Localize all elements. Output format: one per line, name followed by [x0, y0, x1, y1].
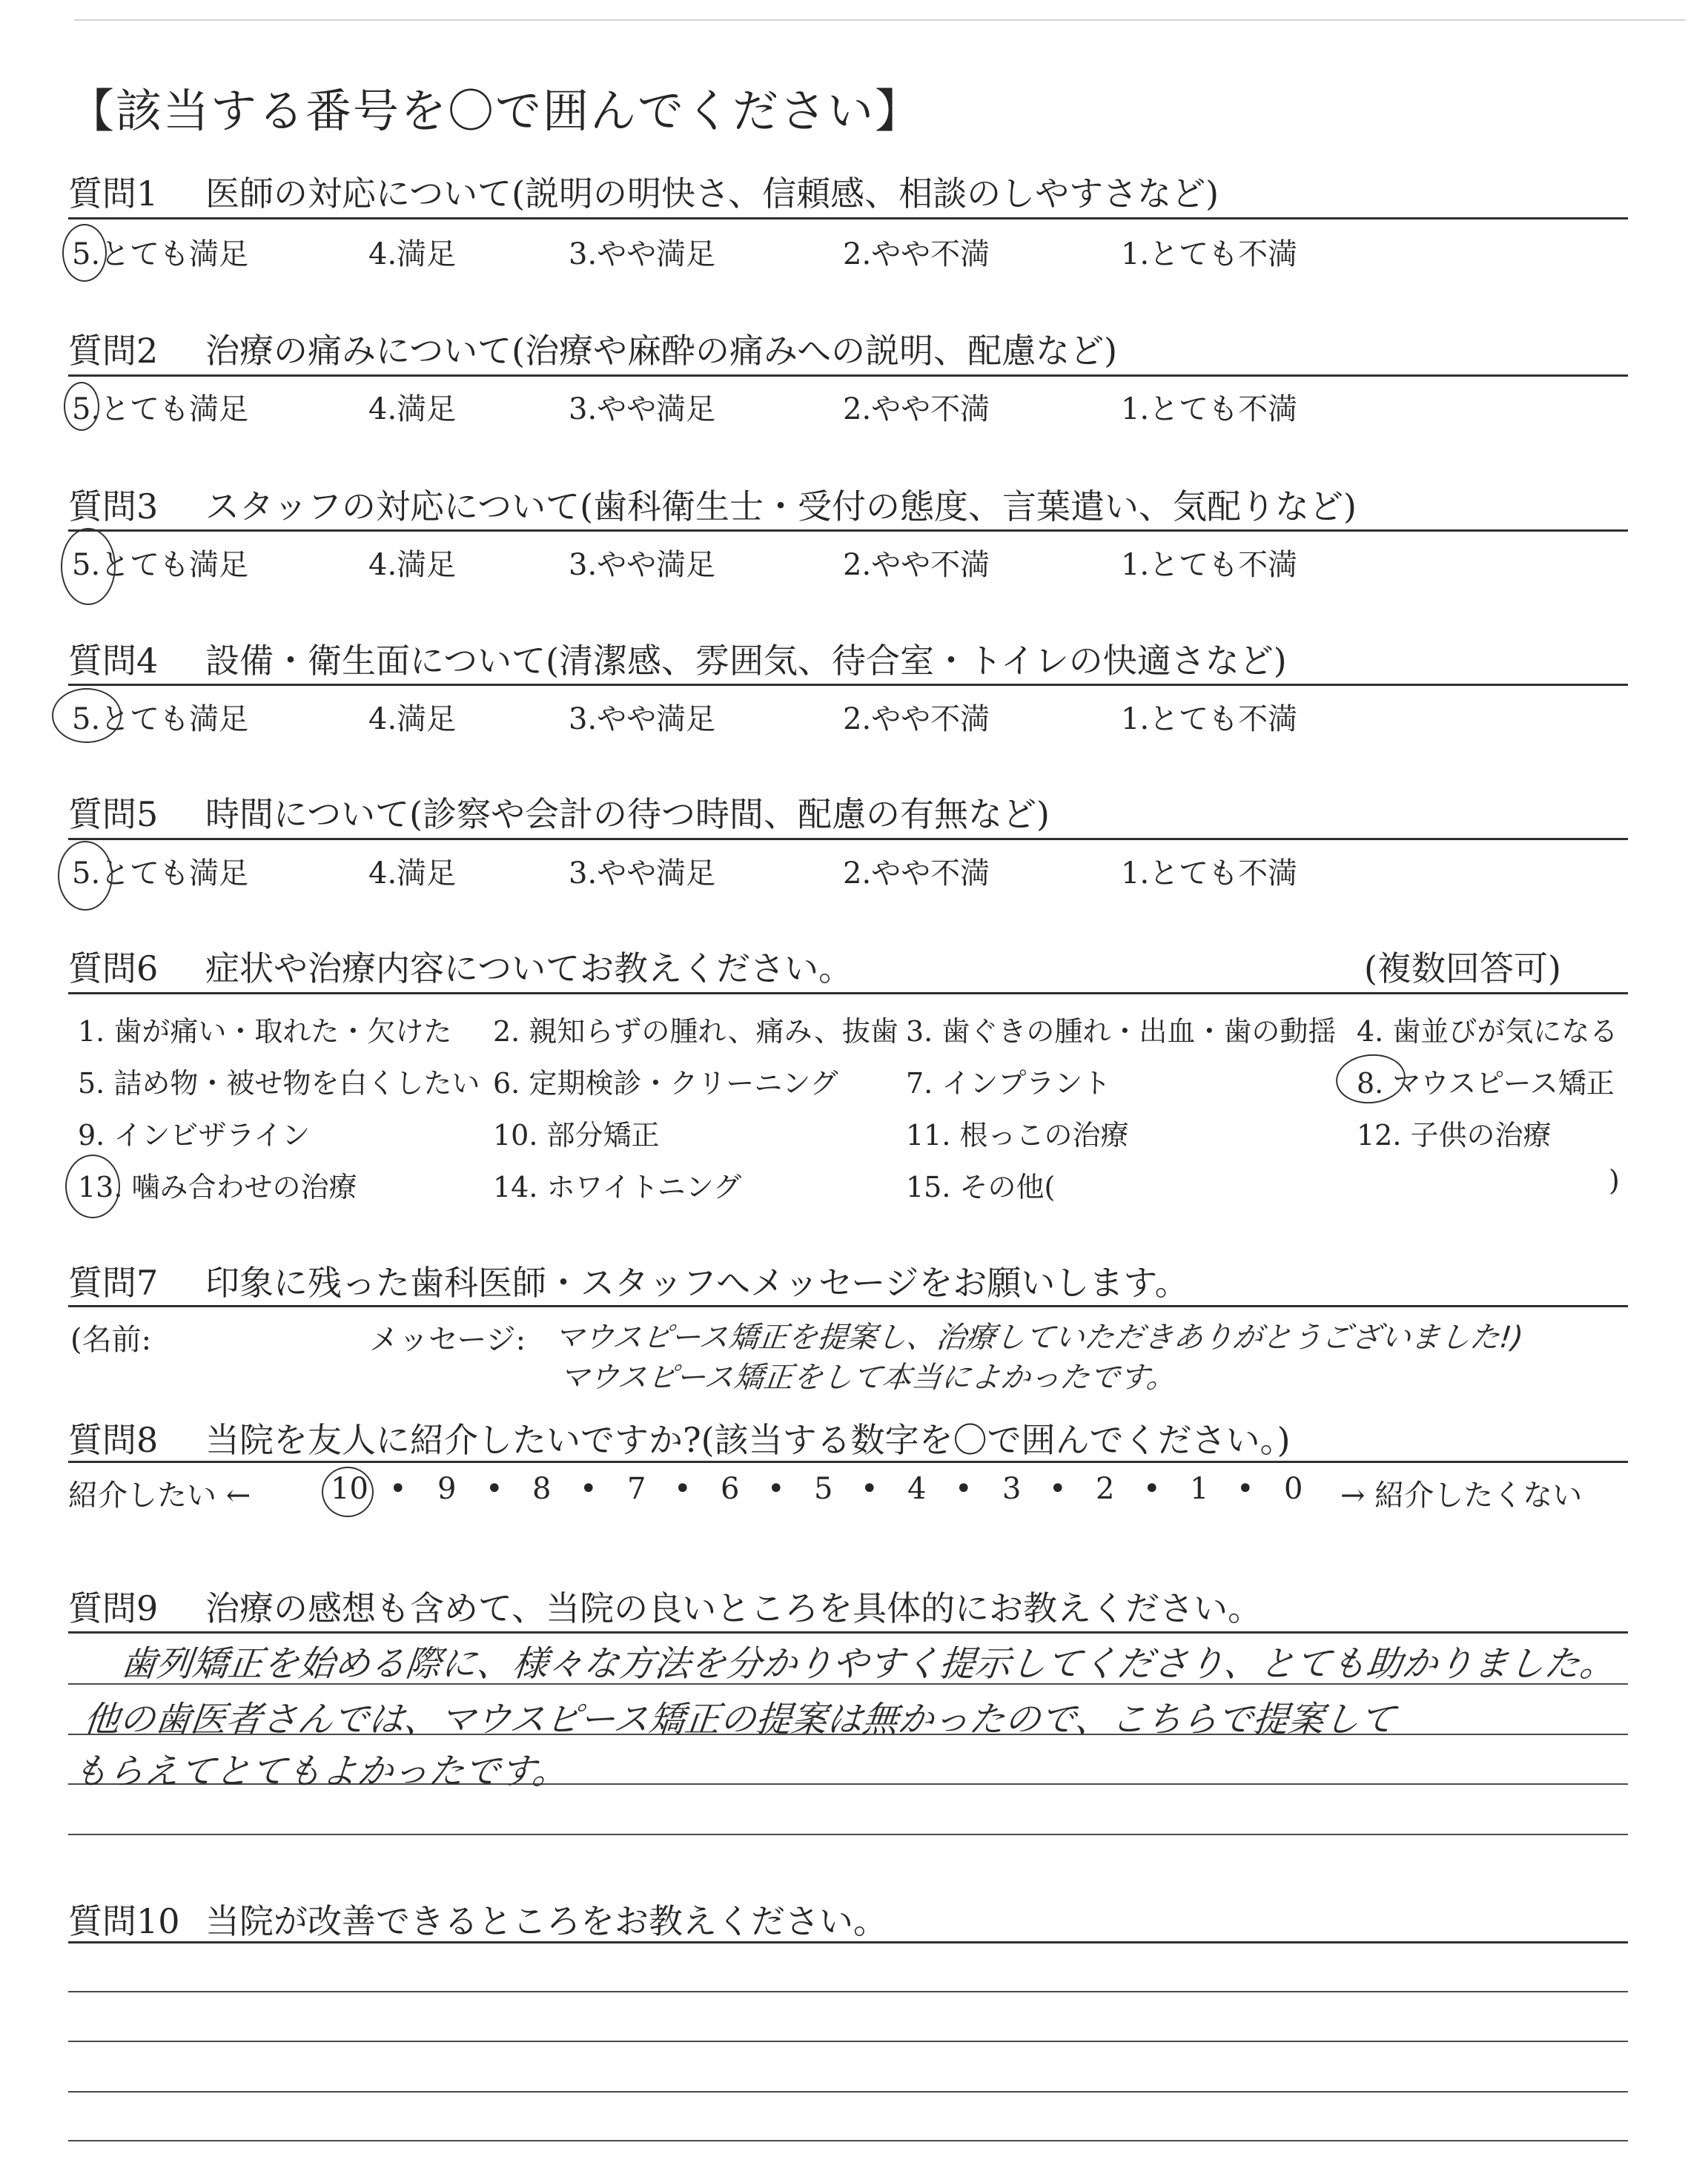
- question-5-text: 時間について(診察や会計の待つ時間、配慮の有無など): [205, 794, 1050, 834]
- question-7-text: 印象に残った歯科医師・スタッフへメッセージをお願いします。: [205, 1263, 1189, 1303]
- q8-scale-7[interactable]: 7: [627, 1472, 646, 1506]
- q4-option-1[interactable]: 1.とても不満: [1121, 702, 1298, 736]
- q6-item-13-circle: [65, 1155, 120, 1218]
- q6-item-6[interactable]: 6. 定期検診・クリーニング: [493, 1067, 838, 1100]
- question-6-note: (複数回答可): [1364, 948, 1561, 988]
- q8-scale-10[interactable]: 10: [331, 1472, 368, 1506]
- q8-selection-circle: [322, 1467, 374, 1517]
- q4-option-2[interactable]: 2.やや不満: [843, 702, 990, 736]
- q8-scale-4[interactable]: 4: [907, 1472, 927, 1506]
- question-9-label: 質問9: [68, 1588, 159, 1628]
- q6-item-3[interactable]: 3. 歯ぐきの腫れ・出血・歯の動揺: [906, 1015, 1337, 1048]
- question-10-label: 質問10: [68, 1901, 180, 1941]
- q8-separator: •: [674, 1472, 692, 1506]
- question-3-rule: [68, 529, 1628, 532]
- question-6-label: 質問6: [68, 948, 159, 988]
- q4-option-3[interactable]: 3.やや満足: [569, 702, 716, 736]
- q8-scale-2[interactable]: 2: [1096, 1472, 1115, 1506]
- question-9-text: 治療の感想も含めて、当院の良いところを具体的にお教えください。: [205, 1588, 1262, 1628]
- question-7-label: 質問7: [68, 1263, 159, 1303]
- q6-item-15[interactable]: 15. その他(: [906, 1171, 1056, 1203]
- q6-item-13[interactable]: 13. 噛み合わせの治療: [78, 1171, 357, 1203]
- q8-scale-8[interactable]: 8: [532, 1472, 552, 1506]
- q6-item-11[interactable]: 11. 根っこの治療: [906, 1119, 1129, 1152]
- q5-option-4[interactable]: 4.満足: [368, 856, 457, 891]
- question-2-heading: [68, 324, 1628, 373]
- q3-option-1[interactable]: 1.とても不満: [1121, 548, 1298, 582]
- q6-item-10[interactable]: 10. 部分矯正: [493, 1119, 660, 1152]
- question-3-heading: [68, 480, 1628, 529]
- q3-option-2[interactable]: 2.やや不満: [843, 548, 990, 582]
- question-4-label: 質問4: [68, 641, 159, 681]
- q1-option-3[interactable]: 3.やや満足: [569, 237, 716, 271]
- question-6-rule: [68, 992, 1628, 994]
- q8-separator: •: [389, 1472, 407, 1506]
- question-7-heading: [68, 1256, 1628, 1305]
- q6-item-5[interactable]: 5. 詰め物・被せ物を白くしたい: [78, 1067, 480, 1100]
- form-title: 【該当する番号を〇で囲んでください】: [68, 84, 923, 138]
- q5-option-2[interactable]: 2.やや不満: [843, 856, 990, 891]
- q8-scale-3[interactable]: 3: [1002, 1472, 1022, 1506]
- q5-selection-circle: [58, 841, 113, 911]
- question-6-text: 症状や治療内容についてお教えください。: [205, 948, 853, 988]
- q8-scale-9[interactable]: 9: [437, 1472, 457, 1506]
- q1-option-2[interactable]: 2.やや不満: [843, 237, 990, 271]
- question-1-text: 医師の対応について(説明の明快さ、信頼感、相談のしやすさなど): [205, 174, 1219, 214]
- q2-selection-circle: [64, 382, 99, 431]
- q4-selection-circle: [52, 688, 122, 743]
- q6-item-9[interactable]: 9. インビザライン: [78, 1119, 311, 1152]
- q1-option-4[interactable]: 4.満足: [368, 237, 457, 271]
- q8-separator: •: [861, 1472, 878, 1506]
- q2-option-2[interactable]: 2.やや不満: [843, 392, 990, 426]
- q4-option-4[interactable]: 4.満足: [368, 702, 457, 736]
- q8-scale-5[interactable]: 5: [814, 1472, 833, 1506]
- q8-separator: •: [1049, 1472, 1067, 1506]
- q10-answer-line: [68, 1991, 1628, 1992]
- q1-option-5[interactable]: 5.とても満足: [72, 237, 249, 271]
- question-5-heading: [68, 787, 1628, 836]
- q8-scale-6[interactable]: 6: [721, 1472, 740, 1506]
- q8-scale-0[interactable]: 0: [1284, 1472, 1303, 1506]
- q8-separator: •: [1237, 1472, 1254, 1506]
- q3-option-4[interactable]: 4.満足: [368, 548, 457, 582]
- question-7-rule: [68, 1305, 1628, 1307]
- question-9-rule: [68, 1631, 1628, 1634]
- q6-item-2[interactable]: 2. 親知らずの腫れ、痛み、抜歯: [493, 1015, 898, 1048]
- q8-right-label: → 紹介したくない: [1340, 1479, 1583, 1513]
- q9-answer-line: [68, 1834, 1628, 1835]
- q7-message-label: メッセージ:: [369, 1323, 526, 1357]
- q6-item-15-close: ): [1609, 1164, 1620, 1197]
- q8-separator: •: [767, 1472, 785, 1506]
- question-4-text: 設備・衛生面について(清潔感、雰囲気、待合室・トイレの快適さなど): [205, 641, 1287, 681]
- q10-answer-line: [68, 2091, 1628, 2093]
- q2-option-3[interactable]: 3.やや満足: [569, 392, 716, 426]
- q7-name-label: (名前:: [70, 1323, 152, 1357]
- q10-answer-line: [68, 2041, 1628, 2042]
- q8-separator: •: [955, 1472, 973, 1506]
- question-2-label: 質問2: [68, 331, 159, 371]
- q3-selection-circle: [61, 528, 116, 605]
- q6-item-7[interactable]: 7. インプラント: [906, 1067, 1111, 1100]
- q5-option-1[interactable]: 1.とても不満: [1121, 856, 1298, 891]
- question-4-rule: [68, 684, 1628, 686]
- q6-item-14[interactable]: 14. ホワイトニング: [493, 1171, 742, 1203]
- question-9-heading: [68, 1582, 1628, 1631]
- q6-item-4[interactable]: 4. 歯並びが気になる: [1357, 1015, 1618, 1048]
- top-border: [74, 19, 1686, 21]
- q9-answer-line-3: もらえてとてもよかったです。: [70, 1751, 571, 1792]
- q3-option-3[interactable]: 3.やや満足: [569, 548, 716, 582]
- q2-option-4[interactable]: 4.満足: [368, 392, 457, 426]
- q7-message-line-1: マウスピース矯正を提案し、治療していただきありがとうございました!): [552, 1321, 1525, 1355]
- q8-separator: •: [486, 1472, 503, 1506]
- question-1-rule: [68, 217, 1628, 219]
- question-10-text: 当院が改善できるところをお教えください。: [205, 1901, 887, 1941]
- q9-answer-line-2: 他の歯医者さんでは、マウスピース矯正の提案は無かったので、こちらで提案して: [82, 1699, 1397, 1740]
- q5-option-3[interactable]: 3.やや満足: [569, 856, 716, 891]
- question-1-label: 質問1: [68, 174, 159, 214]
- q9-answer-line-1: 歯列矯正を始める際に、様々な方法を分かりやすく提示してくださり、とても助かりました。: [119, 1643, 1618, 1685]
- question-3-text: スタッフの対応について(歯科衛生士・受付の態度、言葉遣い、気配りなど): [205, 486, 1357, 526]
- question-6-heading: [68, 942, 1628, 991]
- q5-option-5[interactable]: 5.とても満足: [72, 856, 249, 891]
- question-5-label: 質問5: [68, 794, 159, 834]
- question-5-rule: [68, 838, 1628, 840]
- question-1-heading: [68, 167, 1628, 216]
- q1-option-1[interactable]: 1.とても不満: [1121, 237, 1298, 271]
- question-10-rule: [68, 1941, 1628, 1943]
- q4-option-5[interactable]: 5.とても満足: [72, 702, 249, 736]
- question-2-text: 治療の痛みについて(治療や麻酔の痛みへの説明、配慮など): [205, 331, 1118, 371]
- q6-item-1[interactable]: 1. 歯が痛い・取れた・欠けた: [78, 1015, 452, 1048]
- question-3-label: 質問3: [68, 486, 159, 526]
- question-8-label: 質問8: [68, 1420, 159, 1460]
- q6-item-8[interactable]: 8. マウスピース矯正: [1357, 1067, 1615, 1100]
- question-8-text: 当院を友人に紹介したいですか?(該当する数字を〇で囲んでください。): [205, 1420, 1291, 1460]
- q8-separator: •: [580, 1472, 598, 1506]
- q6-item-12[interactable]: 12. 子供の治療: [1357, 1119, 1552, 1152]
- q2-option-5[interactable]: 5.とても満足: [72, 392, 249, 426]
- q7-message-line-2: マウスピース矯正をして本当によかったです。: [557, 1361, 1179, 1395]
- question-2-rule: [68, 374, 1628, 377]
- question-8-heading: [68, 1413, 1628, 1462]
- q10-answer-line: [68, 2140, 1628, 2141]
- question-4-heading: [68, 634, 1628, 683]
- q8-scale-1[interactable]: 1: [1190, 1472, 1209, 1506]
- q3-option-5[interactable]: 5.とても満足: [72, 548, 249, 582]
- q8-separator: •: [1143, 1472, 1161, 1506]
- q8-left-label: 紹介したい ←: [68, 1479, 251, 1513]
- q1-selection-circle: [62, 224, 107, 282]
- q2-option-1[interactable]: 1.とても不満: [1121, 392, 1298, 426]
- question-10-heading: [68, 1895, 1628, 1943]
- question-8-rule: [68, 1461, 1628, 1463]
